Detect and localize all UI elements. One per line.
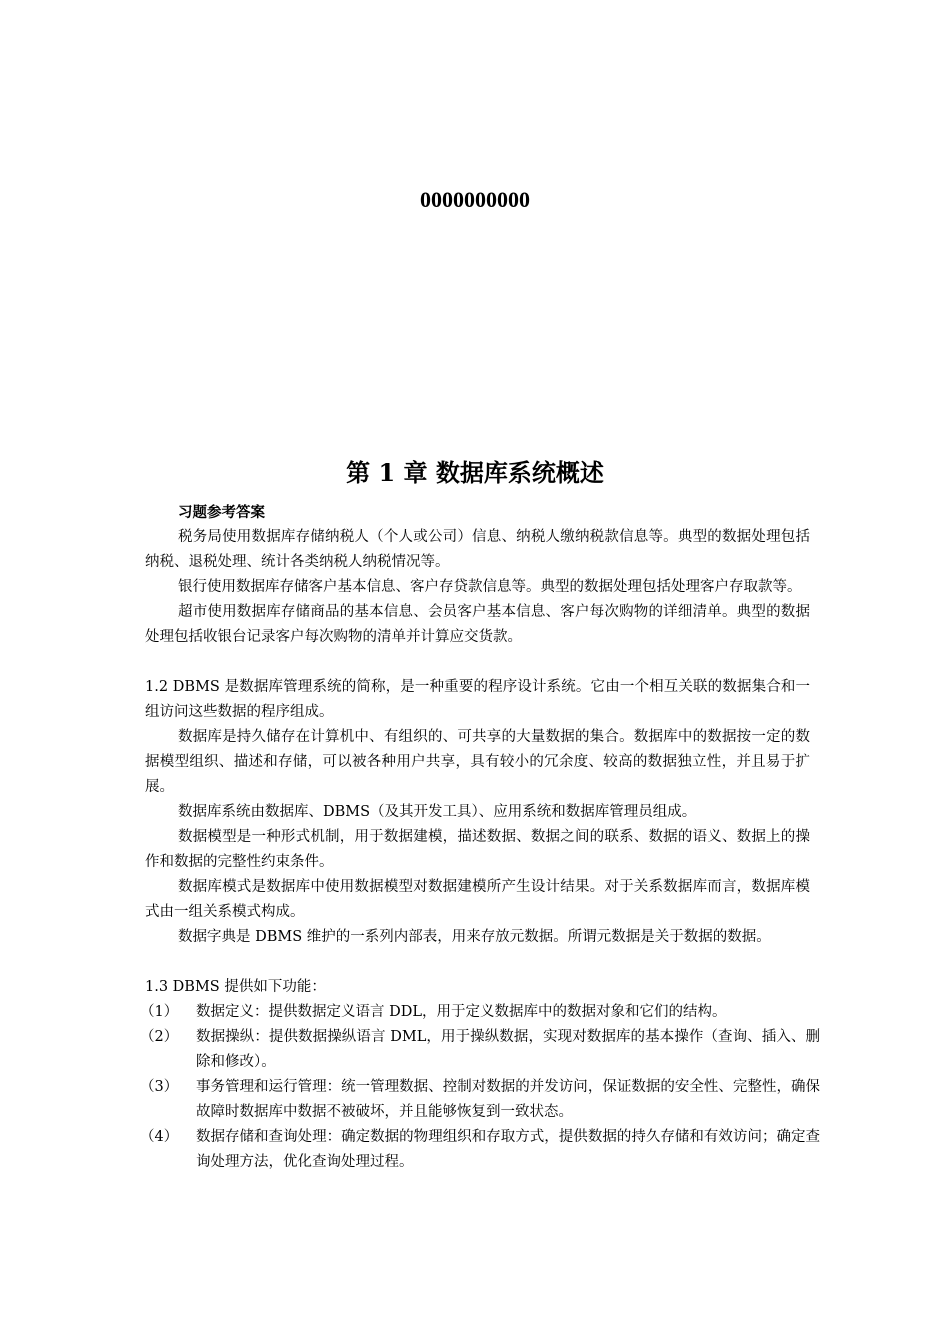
- list-item: [140, 1125, 820, 1175]
- document-body: [140, 500, 820, 1175]
- paragraph-1-2-lead: 1.2 DBMS 是数据库管理系统的简称，是一种重要的程序设计系统。它由一个相互关联的数据集合和一组访问这些数据的程序组成。: [145, 679, 810, 720]
- list-item-text: 事务管理和运行管理：统一管理数据、控制对数据的并发访问，保证数据的安全性、完整性，确保故障时数据库中数据不被破坏，并且能够恢复到一致状态。: [196, 1079, 820, 1120]
- chapter-title: 第 1 章 数据库系统概述: [346, 458, 604, 487]
- paragraph-1-3-lead: 1.3 DBMS 提供如下功能：: [145, 979, 326, 995]
- list-item-text: 数据存储和查询处理：确定数据的物理组织和存取方式，提供数据的持久存储和有效访问；确定查询处理方法，优化查询处理过程。: [196, 1129, 820, 1170]
- list-item: [140, 1000, 810, 1025]
- paragraph-gap: [145, 950, 810, 975]
- list-item-text: 数据操纵：提供数据操纵语言 DML，用于操纵数据，实现对数据库的基本操作（查询、插入、删除和修改）。: [196, 1029, 820, 1070]
- dbms-function-list: [140, 1000, 820, 1175]
- document-id: 0000000000: [420, 187, 530, 212]
- list-item: [140, 1075, 820, 1125]
- paragraph-database-schema: 数据库模式是数据库中使用数据模型对数据建模所产生设计结果。对于关系数据库而言，数据库模式由一组关系模式构成。: [145, 879, 810, 920]
- paragraph-database-system: 数据库系统由数据库、DBMS（及其开发工具）、应用系统和数据库管理员组成。: [178, 804, 697, 820]
- list-item-number: （3）: [140, 1079, 179, 1095]
- section-heading: 习题参考答案: [178, 504, 265, 521]
- paragraph-tax-bureau: 税务局使用数据库存储纳税人（个人或公司）信息、纳税人缴纳税款信息等。典型的数据处理包括纳税、退税处理、统计各类纳税人纳税情况等。: [145, 529, 810, 570]
- list-item-number: （4）: [140, 1129, 179, 1145]
- paragraph-supermarket: 超市使用数据库存储商品的基本信息、会员客户基本信息、客户每次购物的详细清单。典型的数据处理包括收银台记录客户每次购物的清单并计算应交货款。: [145, 604, 810, 645]
- paragraph-bank: 银行使用数据库存储客户基本信息、客户存贷款信息等。典型的数据处理包括处理客户存取款等。: [178, 579, 802, 595]
- paragraph-data-model: 数据模型是一种形式机制，用于数据建模，描述数据、数据之间的联系、数据的语义、数据上的操作和数据的完整性约束条件。: [145, 829, 810, 870]
- list-item-number: （2）: [140, 1029, 179, 1045]
- list-item-number: （1）: [140, 1004, 179, 1020]
- paragraph-database: 数据库是持久储存在计算机中、有组织的、可共享的大量数据的集合。数据库中的数据按一定的数据模型组织、描述和存储，可以被各种用户共享，具有较小的冗余度、较高的数据独立性，并且易于扩展。: [145, 729, 810, 795]
- list-item: [140, 1025, 820, 1075]
- list-item-text: 数据定义：提供数据定义语言 DDL，用于定义数据库中的数据对象和它们的结构。: [196, 1004, 727, 1020]
- paragraph-gap: [145, 650, 810, 675]
- paragraph-data-dictionary: 数据字典是 DBMS 维护的一系列内部表，用来存放元数据。所谓元数据是关于数据的数据。: [178, 929, 771, 945]
